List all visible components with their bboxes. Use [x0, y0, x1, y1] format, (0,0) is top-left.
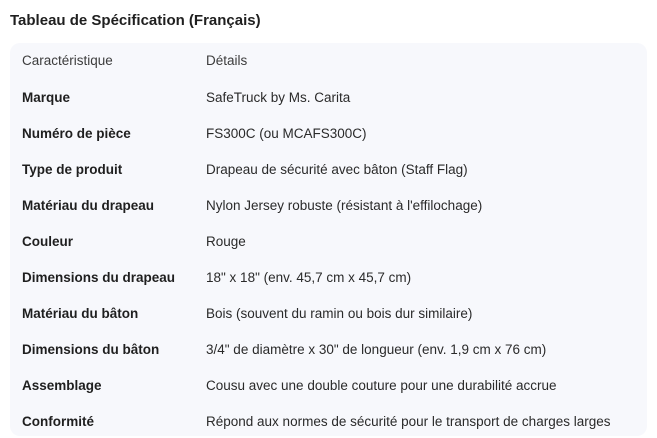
spec-table	[10, 43, 647, 436]
row-detail-cell: Répond aux normes de sécurité pour le transport de charges larges	[206, 413, 611, 429]
table-header-row	[10, 43, 647, 79]
row-detail-cell: Nylon Jersey robuste (résistant à l'effilochage)	[206, 197, 483, 213]
row-detail-cell: Rouge	[206, 233, 246, 249]
column-header-details: Détails	[206, 53, 248, 69]
row-feature-cell: Dimensions du drapeau	[22, 269, 176, 285]
row-feature-cell: Dimensions du bâton	[22, 341, 160, 357]
table-row	[10, 79, 647, 115]
table-row	[10, 223, 647, 259]
table-row	[10, 295, 647, 331]
table-row	[10, 403, 647, 436]
page-title: Tableau de Spécification (Français)	[10, 12, 261, 29]
row-feature-cell: Assemblage	[22, 377, 102, 393]
row-detail-cell: Cousu avec une double couture pour une durabilité accrue	[206, 377, 557, 393]
row-detail-cell: 18" x 18" (env. 45,7 cm x 45,7 cm)	[206, 269, 412, 285]
table-row	[10, 115, 647, 151]
table-row	[10, 367, 647, 403]
row-detail-cell: Bois (souvent du ramin ou bois dur similaire)	[206, 305, 473, 321]
row-feature-cell: Numéro de pièce	[22, 125, 131, 141]
row-detail-cell: 3/4" de diamètre x 30" de longueur (env. 1,9 cm x 76 cm)	[206, 341, 547, 357]
row-feature-cell: Couleur	[22, 233, 74, 249]
row-detail-cell: Drapeau de sécurité avec bâton (Staff Flag)	[206, 161, 468, 177]
table-row	[10, 259, 647, 295]
row-feature-cell: Conformité	[22, 413, 94, 429]
row-feature-cell: Matériau du bâton	[22, 305, 139, 321]
row-detail-cell: SafeTruck by Ms. Carita	[206, 89, 351, 105]
table-row	[10, 331, 647, 367]
row-feature-cell: Matériau du drapeau	[22, 197, 155, 213]
row-detail-cell: FS300C (ou MCAFS300C)	[206, 125, 367, 141]
table-row	[10, 187, 647, 223]
row-feature-cell: Type de produit	[22, 161, 123, 177]
column-header-feature: Caractéristique	[22, 53, 113, 69]
spec-table-container	[10, 43, 647, 436]
row-feature-cell: Marque	[22, 89, 71, 105]
table-row	[10, 151, 647, 187]
